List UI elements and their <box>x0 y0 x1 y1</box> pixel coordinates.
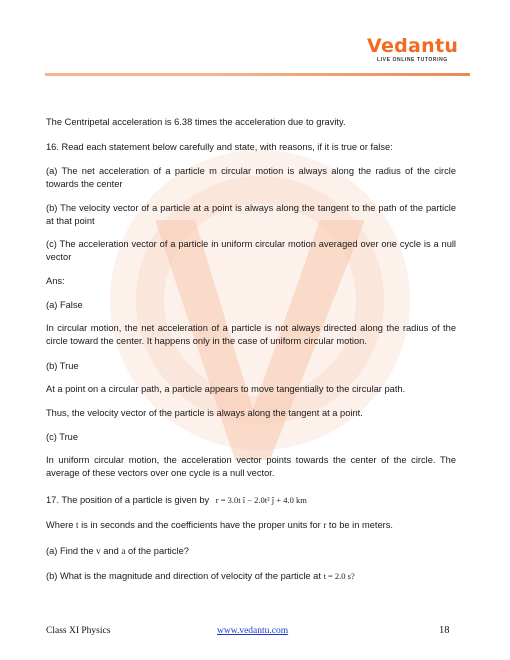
answer-b-label: (b) True <box>46 361 79 371</box>
intro-text: The Centripetal acceleration is 6.38 times the acceleration due to gravity. <box>46 117 346 127</box>
answer-b-text-1: At a point on a circular path, a particle appears to move tangentially to the circular path. <box>46 384 406 394</box>
answer-label: Ans: <box>46 276 65 286</box>
where-var-r: r <box>323 520 327 530</box>
where-text-1: Where <box>46 520 74 530</box>
answer-b-text-2: Thus, the velocity vector of the particle is always along the tangent at a point. <box>46 408 363 418</box>
answer-c-label: (c) True <box>46 432 79 442</box>
question-17 <box>46 494 456 507</box>
footer-course: Class XI Physics <box>46 626 111 636</box>
where-text-2: is in seconds and the coefficients have the proper units for <box>81 520 321 530</box>
question-17a <box>46 545 456 558</box>
where-statement <box>46 519 456 532</box>
q17a-var-a: a <box>121 546 126 556</box>
answer-a-text: In circular motion, the net acceleration of a particle is not always directed along the radius of the circle toward the center. It happens only in the case of uniform circular motion. <box>46 323 456 346</box>
question-16a: (a) The net acceleration of a particle m circular motion is always along the radius of the circle towards the center <box>46 166 456 189</box>
q17b-formula: t = 2.0 s? <box>323 571 355 581</box>
answer-c-text: In uniform circular motion, the acceleration vector points towards the center of the circle. The average of these vectors over one cycle is a null vector. <box>46 455 456 478</box>
logo-tagline: LIVE ONLINE TUTORING <box>377 57 448 63</box>
question-17-text: 17. The position of a particle is given by <box>46 495 210 505</box>
where-var-t: t <box>75 520 79 530</box>
q17b-text: (b) What is the magnitude and direction of velocity of the particle at <box>46 571 321 581</box>
question-17b <box>46 570 456 583</box>
question-16c: (c) The acceleration vector of a particle in uniform circular motion averaged over one cycle is a null vector <box>46 239 456 262</box>
question-16: 16. Read each statement below carefully and state, with reasons, if it is true or false: <box>46 142 393 152</box>
page-number: 18 <box>439 625 450 636</box>
logo-wordmark: Vedantu <box>367 35 459 57</box>
question-16b: (b) The velocity vector of a particle at a point is always along the tangent to the path of the particle at that point <box>46 203 456 226</box>
q17a-var-v: v <box>96 546 101 556</box>
vedantu-logo <box>367 36 467 63</box>
footer-website-link[interactable]: www.vedantu.com <box>217 626 289 636</box>
where-text-3: to be in meters. <box>328 520 393 530</box>
q17a-text-1: (a) Find the <box>46 546 94 556</box>
header-divider <box>45 73 470 76</box>
q17a-text-3: of the particle? <box>127 546 189 556</box>
answer-a-label: (a) False <box>46 300 83 310</box>
position-formula: r = 3.0t î − 2.0t² ĵ + 4.0 km <box>215 495 307 505</box>
q17a-text-2: and <box>103 546 119 556</box>
